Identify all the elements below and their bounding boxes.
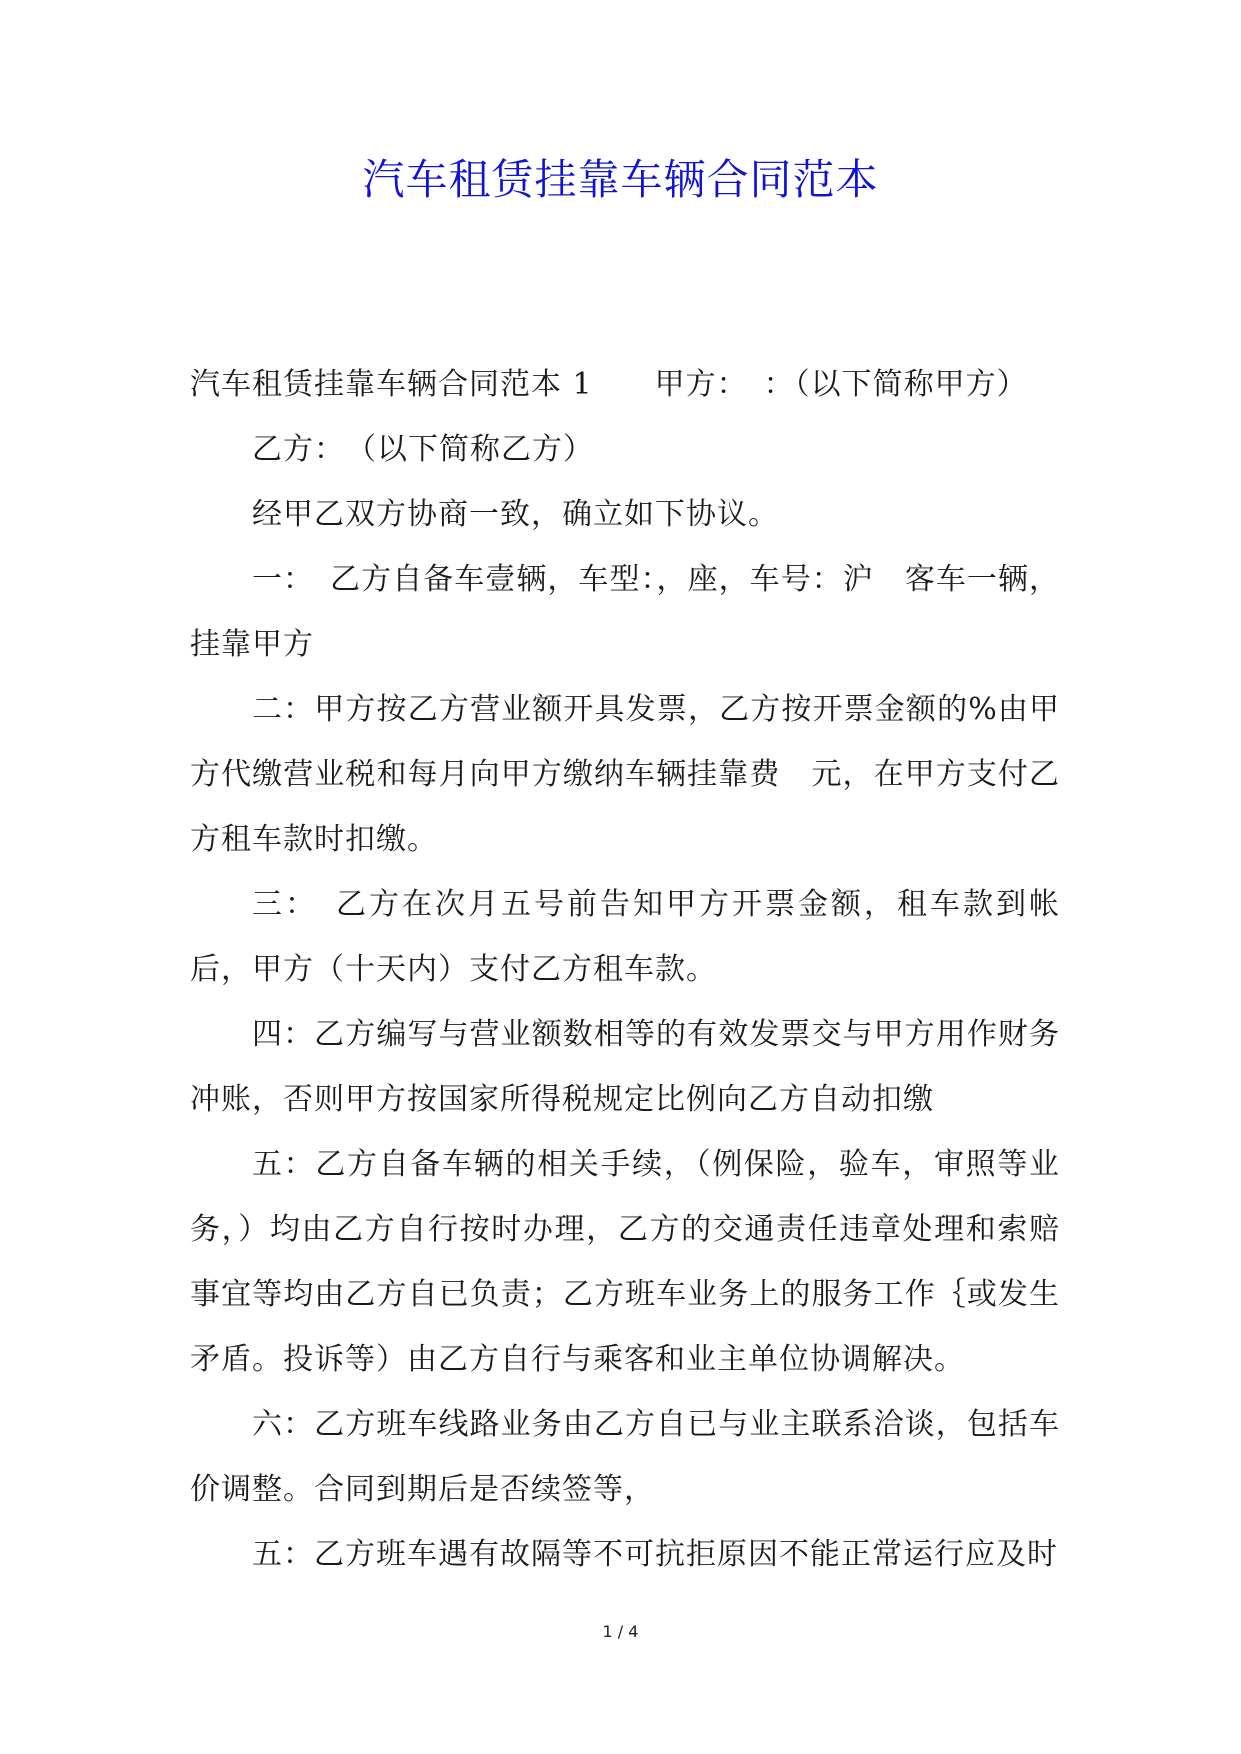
paragraph-clause-6: 六：乙方班车线路业务由乙方自已与业主联系洽谈，包括车价调整。合同到期后是否续签等， [190,1407,1060,1507]
page-number: 1 / 4 [602,1622,639,1641]
paragraph-intro: 汽车租赁挂靠车辆合同范本 1 甲方： ：（以下简称甲方） [190,367,1028,402]
paragraph-clause-1: 一： 乙方自备车壹辆，车型：，座，车号：沪 客车一辆，挂靠甲方 [190,562,1060,662]
paragraph-agreement: 经甲乙双方协商一致，确立如下协议。 [252,497,779,532]
document-body [190,352,1060,1587]
paragraph-clause-4: 四：乙方编写与营业额数相等的有效发票交与甲方用作财务冲账，否则甲方按国家所得税规定比例向乙方自动扣缴 [190,1017,1060,1117]
paragraph-clause-2: 二：甲方按乙方营业额开具发票，乙方按开票金额的%由甲方代缴营业税和每月向甲方缴纳车辆挂靠费 元，在甲方支付乙方租车款时扣缴。 [190,692,1060,857]
document-title: 汽车租赁挂靠车辆合同范本 [362,155,879,204]
paragraph-clause-5: 五：乙方自备车辆的相关手续，（例保险，验车，审照等业务，）均由乙方自行按时办理，乙方的交通责任违章处理和索赔事宜等均由乙方自已负责；乙方班车业务上的服务工作｛或发生矛盾。投诉等）由乙方自行与乘客和业主单位协调解决。 [190,1147,1060,1377]
paragraph-clause-3: 三： 乙方在次月五号前告知甲方开票金额，租车款到帐后，甲方（十天内）支付乙方租车款。 [190,887,1060,987]
paragraph-clause-7: 五：乙方班车遇有故隔等不可抗拒原因不能正常运行应及时 [252,1537,1058,1572]
paragraph-party-b: 乙方： （以下简称乙方） [252,432,594,467]
